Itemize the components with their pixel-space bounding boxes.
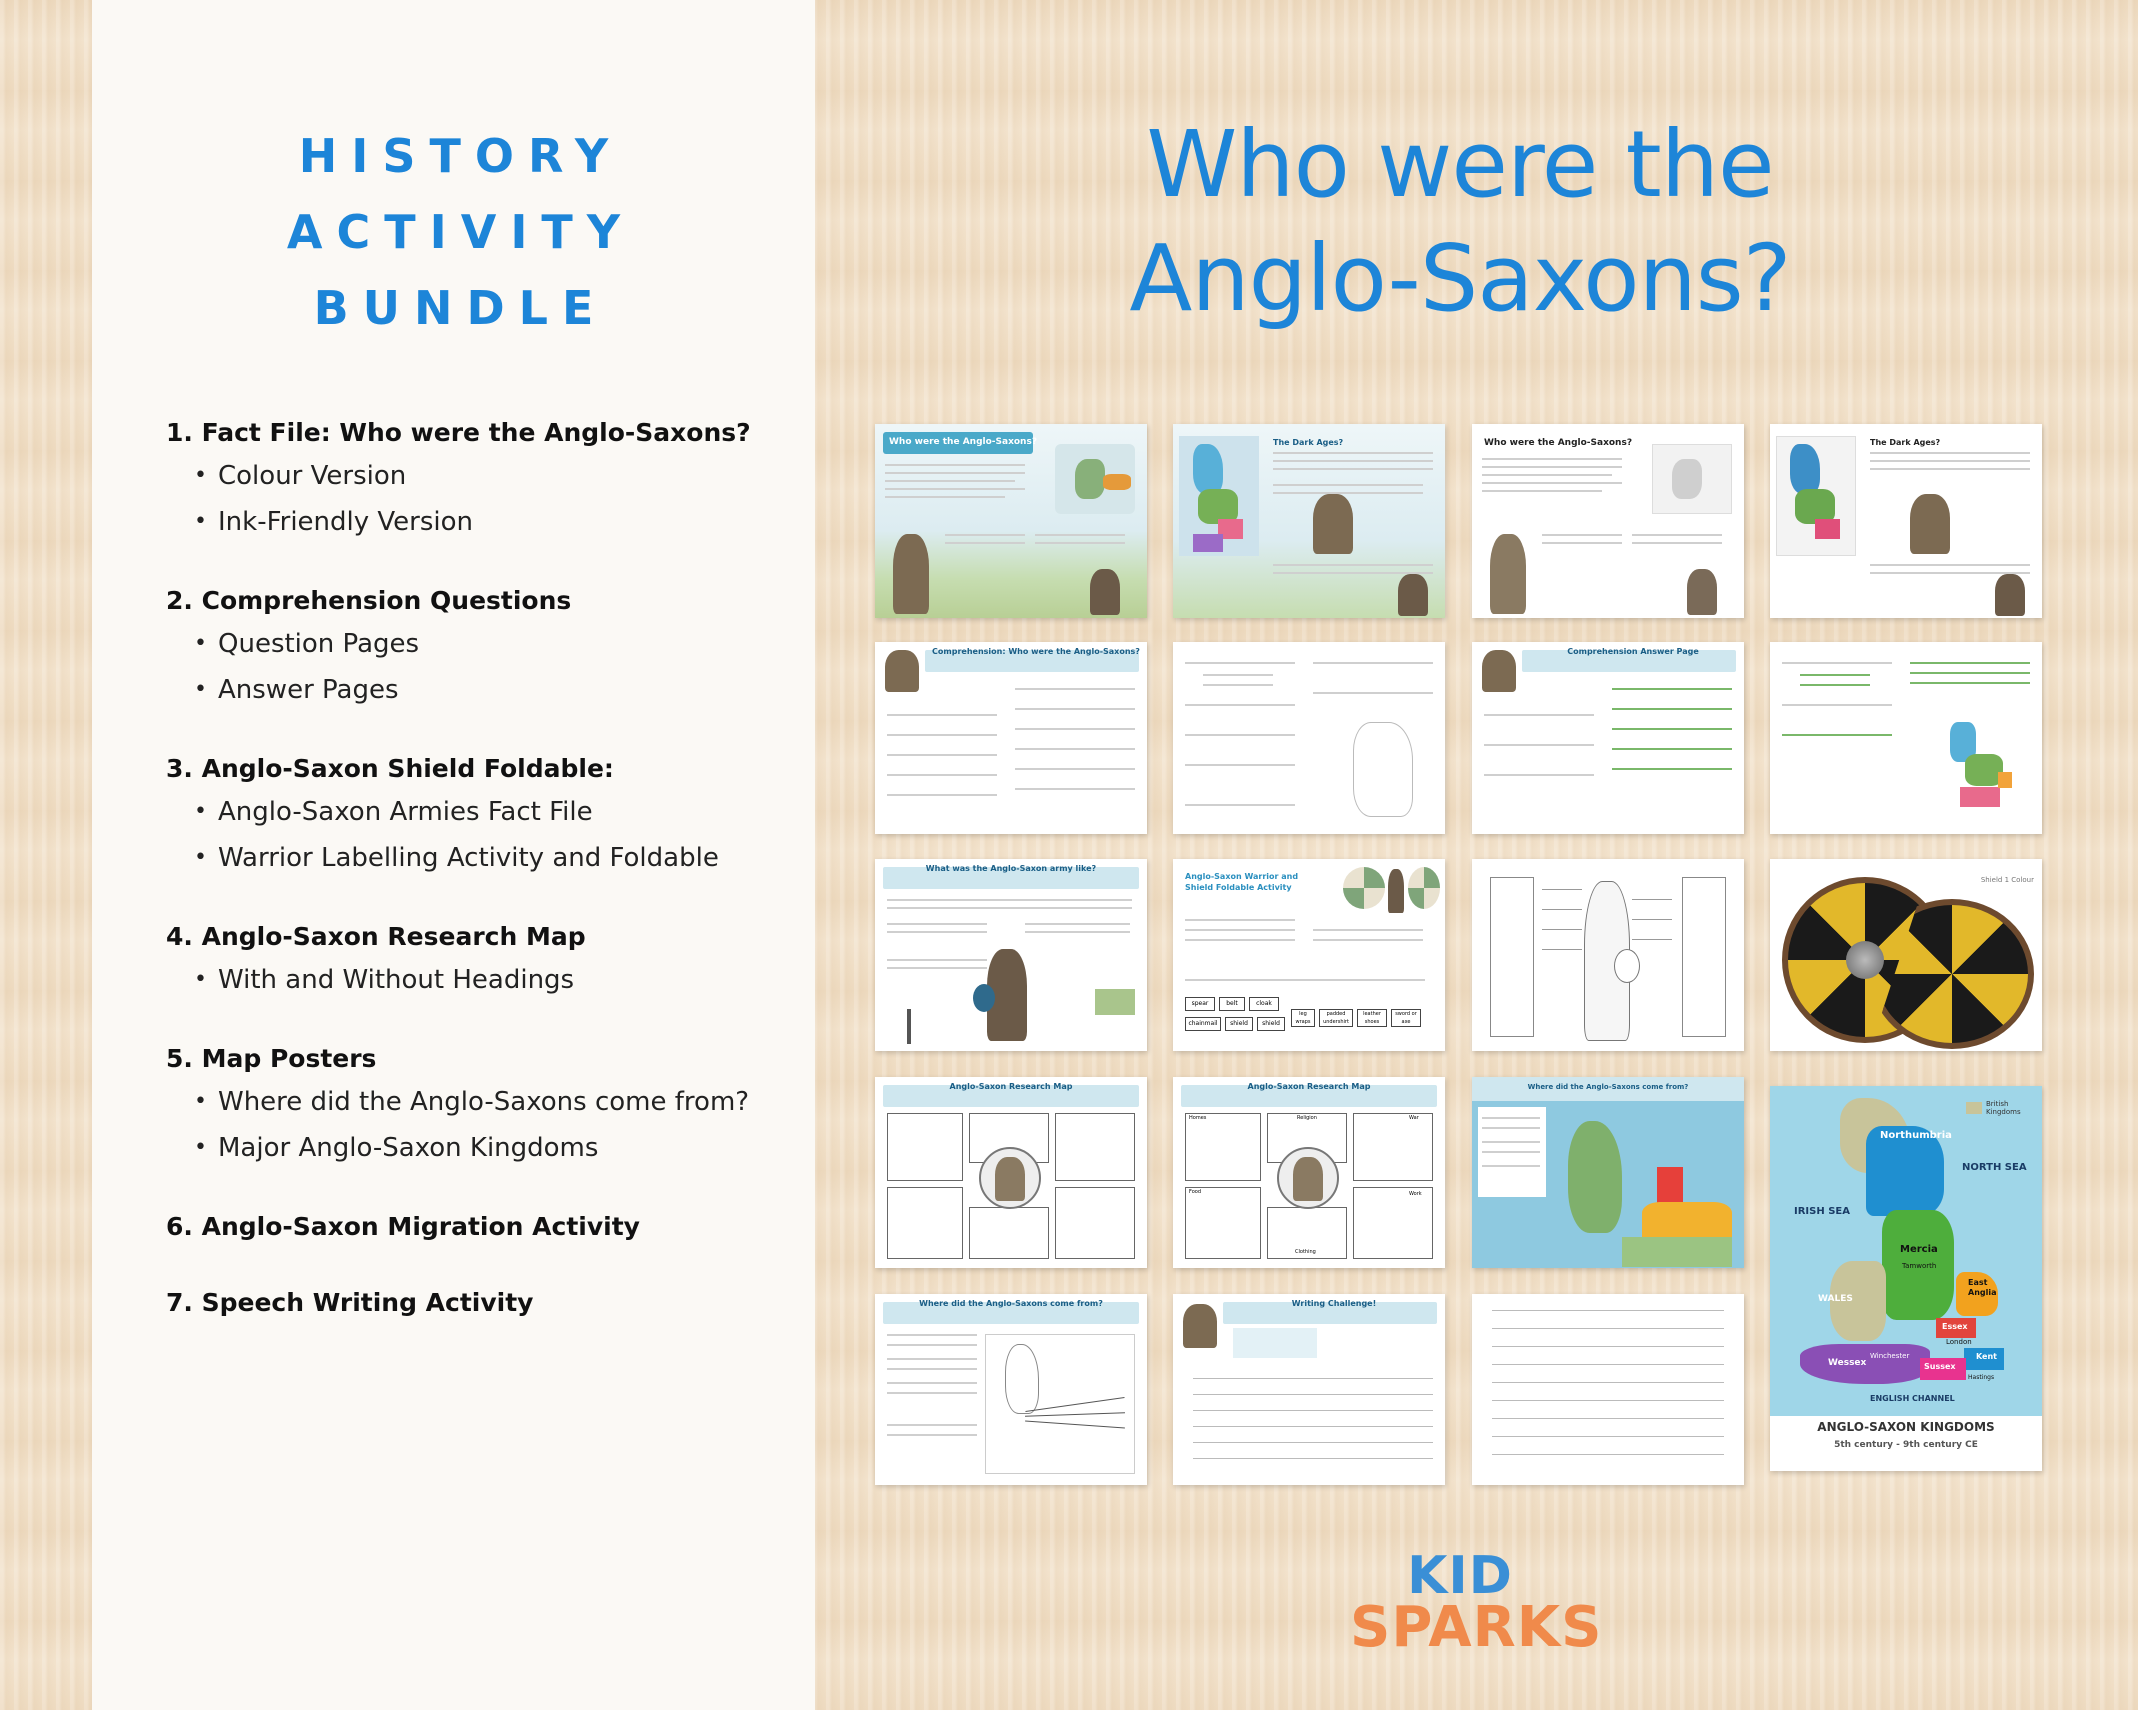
contents-section	[166, 413, 806, 545]
sub-item-label: With and Without Headings	[218, 965, 575, 995]
contents-list	[166, 413, 806, 1359]
sub-item-label: Warrior Labelling Activity and Foldable	[218, 843, 719, 873]
main-title-line-2: Anglo-Saxons?	[1129, 225, 1791, 332]
thumb-title: The Dark Ages?	[1273, 438, 1344, 447]
word-box: spear	[1185, 997, 1215, 1011]
thumb-research-map-headings	[1173, 1077, 1445, 1268]
sub-item	[166, 1079, 806, 1125]
bullet-icon: •	[194, 463, 207, 488]
thumb-title: Who were the Anglo-Saxons?	[1484, 438, 1633, 448]
contents-section	[166, 581, 806, 713]
thumb-title: Writing Challenge!	[1291, 1299, 1377, 1308]
sub-item-label: Major Anglo-Saxon Kingdoms	[218, 1133, 599, 1163]
bullet-icon: •	[194, 509, 207, 534]
thumb-fact-file-ink	[1472, 424, 1744, 618]
thumb-comprehension-2	[1173, 642, 1445, 834]
sub-item	[166, 1125, 806, 1171]
thumb-research-map-plain	[875, 1077, 1147, 1268]
map-label: Tamworth	[1902, 1262, 1937, 1270]
word-box: padded undershirt	[1319, 1009, 1353, 1027]
bullet-icon: •	[194, 799, 207, 824]
thumb-title: Where did the Anglo-Saxons come from?	[1527, 1083, 1689, 1091]
map-label: Winchester	[1870, 1352, 1910, 1360]
word-box: leather shoes	[1357, 1009, 1387, 1027]
bundle-title-line-2: ACTIVITY	[286, 205, 635, 259]
sub-item	[166, 957, 806, 1003]
sub-item	[166, 667, 806, 713]
bullet-icon: •	[194, 631, 207, 656]
logo-sparks: SPARKS	[1350, 1595, 1603, 1660]
box-heading: Food	[1189, 1189, 1201, 1195]
sub-item-label: Question Pages	[218, 629, 420, 659]
bullet-icon: •	[194, 967, 207, 992]
bullet-icon: •	[194, 1089, 207, 1114]
sub-item	[166, 835, 806, 881]
map-label: East Anglia	[1968, 1278, 1997, 1297]
bundle-title-line-1: HISTORY	[298, 129, 623, 183]
main-title	[1100, 108, 1820, 336]
thumb-lined-page	[1472, 1294, 1744, 1485]
thumb-title: Who were the Anglo-Saxons?	[889, 437, 1038, 447]
box-heading: Work	[1409, 1191, 1422, 1197]
contents-section	[166, 1207, 806, 1247]
thumb-answers-2	[1770, 642, 2042, 834]
sub-item	[166, 621, 806, 667]
thumb-migration-map-colour	[1472, 1077, 1744, 1268]
section-title: 7. Speech Writing Activity	[166, 1288, 534, 1317]
map-label: Wessex	[1828, 1358, 1867, 1368]
section-title: 2. Comprehension Questions	[166, 586, 572, 615]
thumb-army-fact-file	[875, 859, 1147, 1051]
thumb-title: Comprehension Answer Page	[1567, 647, 1699, 656]
thumb-answers-1	[1472, 642, 1744, 834]
sub-item-label: Ink-Friendly Version	[218, 507, 474, 537]
map-label: WALES	[1818, 1294, 1853, 1304]
map-label: Kent	[1976, 1352, 1998, 1361]
poster-title: ANGLO-SAXON KINGDOMS	[1817, 1420, 1995, 1434]
word-box: shield	[1257, 1017, 1285, 1031]
legend-label: British Kingdoms	[1986, 1100, 2021, 1116]
contents-section	[166, 749, 806, 881]
thumb-title: The Dark Ages?	[1870, 438, 1941, 447]
thumb-fact-file-colour	[875, 424, 1147, 618]
thumb-warrior-instructions	[1173, 859, 1445, 1051]
box-heading: Homes	[1189, 1115, 1207, 1121]
thumb-title: Anglo-Saxon Research Map	[1247, 1082, 1371, 1091]
map-label: London	[1946, 1338, 1972, 1346]
section-title: 3. Anglo-Saxon Shield Foldable:	[166, 754, 614, 783]
sub-item	[166, 453, 806, 499]
contents-section	[166, 1039, 806, 1171]
word-box: belt	[1219, 997, 1245, 1011]
word-box: leg wraps	[1291, 1009, 1315, 1027]
bullet-icon: •	[194, 1135, 207, 1160]
map-label: Sussex	[1924, 1362, 1956, 1371]
thumb-title: Where did the Anglo-Saxons come from?	[919, 1299, 1103, 1308]
section-title: 1. Fact File: Who were the Anglo-Saxons?	[166, 418, 751, 447]
section-title: 6. Anglo-Saxon Migration Activity	[166, 1212, 640, 1241]
map-label: Mercia	[1900, 1244, 1938, 1255]
box-heading: War	[1409, 1115, 1419, 1121]
kid-sparks-logo	[1350, 1546, 1603, 1660]
thumb-comprehension-1	[875, 642, 1147, 834]
thumb-warrior-labelling	[1472, 859, 1744, 1051]
word-box: sword or axe	[1391, 1009, 1421, 1027]
bundle-title	[92, 118, 815, 346]
thumb-title: Anglo-Saxon Warrior and Shield Foldable Activity	[1185, 872, 1299, 892]
map-label: Hastings	[1968, 1374, 1995, 1381]
word-box: chainmail	[1185, 1017, 1221, 1031]
thumb-dark-ages-colour	[1173, 424, 1445, 618]
thumb-dark-ages-ink	[1770, 424, 2042, 618]
thumb-migration-activity	[875, 1294, 1147, 1485]
map-label: Essex	[1942, 1322, 1968, 1331]
sub-item-label: Where did the Anglo-Saxons come from?	[218, 1087, 750, 1117]
sub-item	[166, 499, 806, 545]
thumb-title: What was the Anglo-Saxon army like?	[925, 864, 1097, 873]
bullet-icon: •	[194, 677, 207, 702]
sub-item-label: Colour Version	[218, 461, 407, 491]
box-heading: Religion	[1297, 1115, 1317, 1121]
left-panel	[92, 0, 815, 1710]
map-label: ENGLISH CHANNEL	[1870, 1394, 1955, 1403]
thumb-shield-colour	[1770, 859, 2042, 1051]
thumb-writing-challenge	[1173, 1294, 1445, 1485]
thumb-title: Comprehension: Who were the Anglo-Saxons?	[932, 647, 1140, 656]
section-title: 4. Anglo-Saxon Research Map	[166, 922, 586, 951]
thumb-kingdoms-poster	[1770, 1086, 2042, 1471]
bullet-icon: •	[194, 845, 207, 870]
sub-item-label: Anglo-Saxon Armies Fact File	[218, 797, 593, 827]
sub-item	[166, 789, 806, 835]
box-heading: Clothing	[1295, 1249, 1316, 1255]
word-box: shield	[1225, 1017, 1253, 1031]
shield-label: Shield 1 Colour	[1980, 876, 2034, 884]
contents-section	[166, 1283, 806, 1323]
map-label: IRISH SEA	[1794, 1206, 1850, 1217]
word-box: cloak	[1249, 997, 1279, 1011]
bundle-title-line-3: BUNDLE	[313, 281, 608, 335]
logo-kid: KID	[1407, 1546, 1513, 1606]
map-label: Northumbria	[1880, 1130, 1952, 1141]
contents-section	[166, 917, 806, 1003]
section-title: 5. Map Posters	[166, 1044, 377, 1073]
main-title-line-1: Who were the	[1146, 111, 1774, 218]
sub-item-label: Answer Pages	[218, 675, 399, 705]
thumb-title: Anglo-Saxon Research Map	[949, 1082, 1073, 1091]
map-label: NORTH SEA	[1962, 1162, 2027, 1173]
poster-subtitle: 5th century - 9th century CE	[1834, 1440, 1978, 1450]
